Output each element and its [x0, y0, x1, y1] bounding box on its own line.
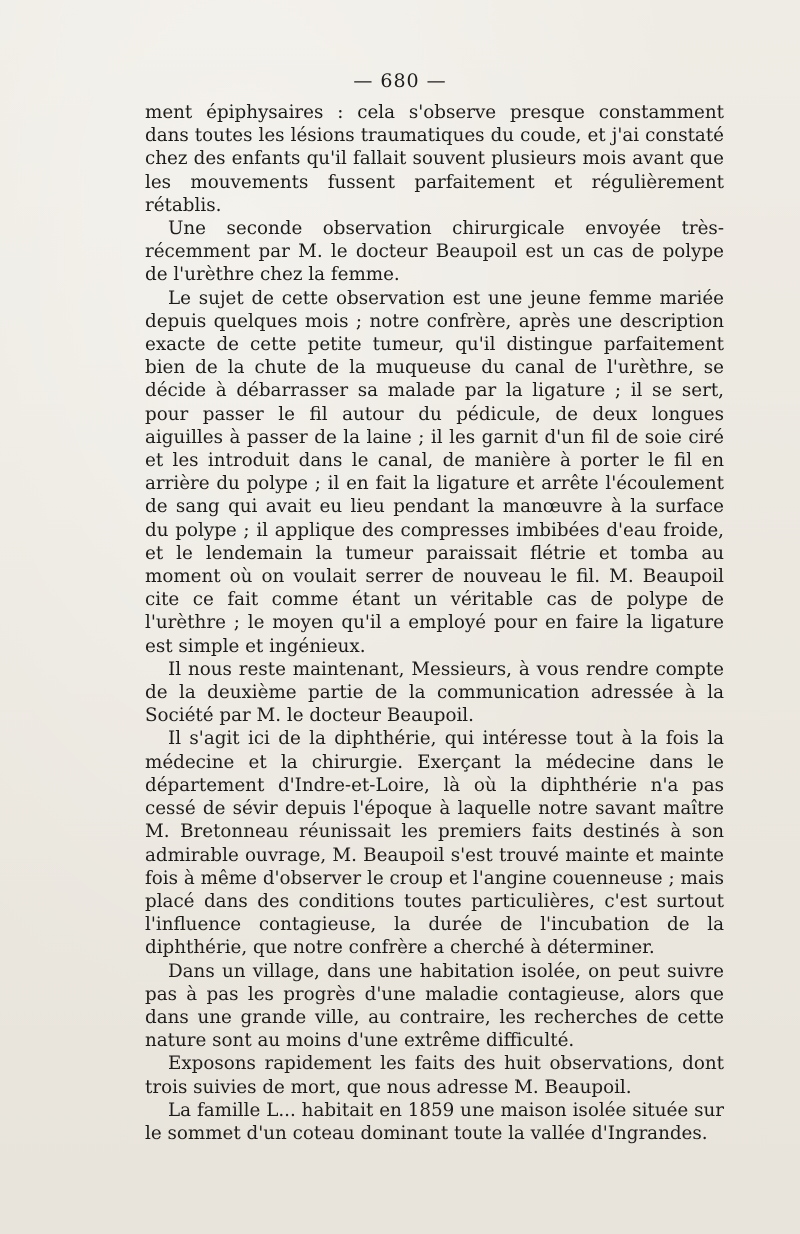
paragraph-4: Il nous reste maintenant, Messieurs, à vous rendre compte de la deuxième partie de la communication adressée à la Société par M. le docteur Beaupoil. — [145, 658, 724, 727]
paragraph-3: Le sujet de cette observation est une jeune femme mariée depuis quelques mois ; notre confrère, après une description exacte de cette petite tumeur, qu'il distingue parfaitement bien de la chute de la muqueuse du canal de l'urèthre, se décide à débarrasser sa malade par la ligature ; il se sert, pour passer le fil autour du pédicule, de deux longues aiguilles à passer de la laine ; il les garnit d'un fil de soie ciré et les introduit dans le canal, de manière à porter le fil en arrière du polype ; il en fait la ligature et arrête l'écoulement de sang qui avait eu lieu pendant la manœuvre à la surface du polype ; il applique des compresses imbibées d'eau froide, et le lendemain la tumeur paraissait flétrie et tomba au moment où on voulait serrer de nouveau le fil. M. Beaupoil cite ce fait comme étant un véritable cas de polype de l'urèthre ; le moyen qu'il a employé pour en faire la ligature est simple et ingénieux. — [145, 287, 724, 657]
paragraph-2: Une seconde observation chirurgicale envoyée très-récemment par M. le docteur Beaupoil est un cas de polype de l'urèthre chez la femme. — [145, 218, 724, 286]
paragraph-8: La famille L... habitait en 1859 une maison isolée située sur le sommet d'un coteau dominant toute la vallée d'Ingrandes. — [145, 1099, 724, 1144]
paragraph-7: Exposons rapidement les faits des huit observations, dont trois suivies de mort, que nous adresse M. Beaupoil. — [145, 1053, 724, 1098]
page-number: — 680 — — [353, 70, 447, 92]
body-text — [145, 101, 724, 1145]
paragraph-6: Dans un village, dans une habitation isolée, on peut suivre pas à pas les progrès d'une maladie contagieuse, alors que dans une grande ville, au contraire, les recherches de cette nature sont au moins d'une extrême difficulté. — [145, 960, 724, 1052]
paragraph-1: ment épiphysaires : cela s'observe presque constamment dans toutes les lésions traumatiques du coude, et j'ai constaté chez des enfants qu'il fallait souvent plusieurs mois avant que les mouvements fussent parfaitement et régulièrement rétablis. — [145, 102, 724, 216]
paragraph-5: Il s'agit ici de la diphthérie, qui intéresse tout à la fois la médecine et la chirurgie. Exerçant la médecine dans le département d'Indre-et-Loire, là où la diphthérie n'a pas cessé de sévir depuis l'époque à laquelle notre savant maître M. Bretonneau réunissait les premiers faits destinés à son admirable ouvrage, M. Beaupoil s'est trouvé mainte et mainte fois à même d'observer le croup et l'angine couenneuse ; mais placé dans des conditions toutes particulières, c'est surtout l'influence contagieuse, la durée de l'incubation de la diphthérie, que notre confrère a cherché à déterminer. — [145, 728, 724, 959]
